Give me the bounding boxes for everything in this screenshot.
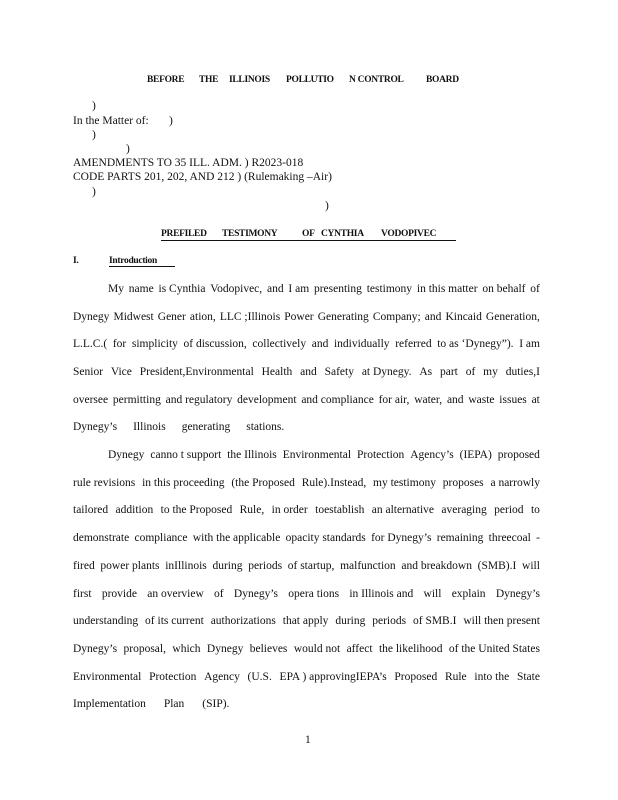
paragraph-word: of	[465, 366, 476, 378]
paragraph-word: of	[214, 588, 224, 600]
paragraph-word: tailored	[73, 504, 109, 516]
paragraph-line	[73, 394, 540, 406]
paragraph-line	[108, 283, 540, 295]
testimony-title-word: CYNTHIA	[321, 229, 364, 239]
board-title-word: ILLINOIS	[229, 75, 270, 85]
caption-in-the-matter: In the Matter of:	[73, 115, 149, 127]
paragraph-word: Health	[261, 366, 293, 378]
paragraph-line	[73, 338, 540, 350]
paragraph-word: in this proceeding	[142, 477, 225, 489]
paragraph-line	[73, 421, 540, 433]
paragraph-word: at	[531, 394, 540, 406]
paragraph-word: at Dynegy.	[361, 366, 412, 378]
paragraph-word: compliance	[134, 532, 188, 544]
paragraph-word: Dynegy	[108, 449, 145, 461]
paragraph-word: proposes	[442, 477, 484, 489]
paragraph-word: issues	[499, 394, 527, 406]
paragraph-word: and regulatory	[165, 394, 233, 406]
paragraph-word: (SMB).I	[477, 560, 517, 572]
paragraph-word: Vodopivec,	[210, 283, 263, 295]
paragraph-line	[73, 477, 540, 489]
paragraph-word: to	[530, 504, 540, 516]
paragraph-line	[73, 532, 540, 544]
paragraph-word: into the	[474, 671, 510, 683]
paragraph-word: Safety	[324, 366, 354, 378]
paragraph-word: duties,I	[505, 366, 540, 378]
paragraph-word: development	[237, 394, 297, 406]
caption-paren: )	[126, 143, 130, 155]
paragraph-word: oversee	[73, 394, 109, 406]
testimony-title-word: PREFILED	[161, 229, 207, 239]
paragraph-word: opacity standards	[285, 532, 366, 544]
caption-code-parts: CODE PARTS 201, 202, AND 212 ) (Rulemaking –Air)	[73, 171, 332, 183]
paragraph-word: Protection	[357, 449, 405, 461]
paragraph-line	[73, 311, 540, 323]
paragraph-word: is Cynthia	[158, 283, 206, 295]
paragraph-word: Plan	[163, 698, 185, 710]
paragraph-line	[73, 643, 540, 655]
paragraph-word: Dynegy’s	[233, 588, 279, 600]
paragraph-word: rule revisions	[73, 477, 136, 489]
paragraph-word: individually	[333, 338, 390, 350]
paragraph-word: malfunction	[340, 560, 396, 572]
paragraph-word: toestablish	[315, 504, 365, 516]
paragraph-word: threecoal	[488, 532, 531, 544]
caption-paren: )	[92, 186, 96, 198]
paragraph-word: and breakdown	[401, 560, 472, 572]
paragraph-word: (IEPA)	[459, 449, 492, 461]
paragraph-word: period	[494, 504, 524, 516]
paragraph-word: will then present	[463, 615, 540, 627]
paragraph-line	[73, 366, 540, 378]
paragraph-word: will	[423, 588, 442, 600]
paragraph-word: name	[128, 283, 154, 295]
paragraph-word: Protection	[149, 671, 197, 683]
paragraph-line	[73, 588, 540, 600]
testimony-title-word: OF	[302, 229, 315, 239]
paragraph-word: simplicity	[131, 338, 178, 350]
testimony-title-underline	[161, 240, 456, 241]
paragraph-word: for	[112, 338, 127, 350]
paragraph-word: which	[172, 643, 201, 655]
section-number: I.	[73, 256, 79, 266]
paragraph-word: fired	[73, 560, 95, 572]
paragraph-word: affect	[346, 643, 373, 655]
caption-amendments: AMENDMENTS TO 35 ILL. ADM. ) R2023-018	[73, 157, 304, 169]
paragraph-word: Environmental	[282, 449, 352, 461]
paragraph-line	[73, 504, 540, 516]
paragraph-word: the likelihood	[378, 643, 443, 655]
paragraph-word: proposal,	[123, 643, 166, 655]
paragraph-word: Vice	[110, 366, 132, 378]
paragraph-word: presenting	[313, 283, 362, 295]
paragraph-word: the Illinois	[227, 449, 277, 461]
testimony-title-word: VODOPIVEC	[381, 229, 437, 239]
paragraph-word: and compliance	[301, 394, 374, 406]
page-number: 1	[305, 734, 311, 746]
paragraph-word: understanding	[73, 615, 139, 627]
paragraph-word: during	[212, 560, 243, 572]
paragraph-word: of the United States	[448, 643, 540, 655]
paragraph-word: permitting	[112, 394, 161, 406]
paragraph-word: Generation,	[485, 311, 540, 323]
paragraph-word: Implementation	[73, 698, 146, 710]
paragraph-word: canno t support	[150, 449, 222, 461]
paragraph-word: referred	[395, 338, 432, 350]
paragraph-word: in this matter	[416, 283, 478, 295]
board-title-word: POLLUTIO	[286, 75, 334, 85]
paragraph-word: averaging	[441, 504, 487, 516]
caption-paren: )	[325, 200, 329, 212]
paragraph-word: an overview	[147, 588, 204, 600]
paragraph-word: authorizations	[210, 615, 276, 627]
paragraph-word: stations.	[246, 421, 285, 433]
paragraph-word: of SMB.I	[412, 615, 457, 627]
paragraph-word: EPA ) approvingIEPA’s	[279, 671, 387, 683]
paragraph-word: I am	[519, 338, 540, 350]
paragraph-word: generating	[181, 421, 231, 433]
paragraph-word: Company;	[372, 311, 421, 323]
paragraph-word: collectively	[252, 338, 307, 350]
paragraph-word: and	[424, 311, 442, 323]
board-title-word: BOARD	[426, 75, 459, 85]
paragraph-word: of its current	[145, 615, 204, 627]
paragraph-word: LLC ;Illinois	[219, 311, 281, 323]
paragraph-word: periods	[248, 560, 283, 572]
paragraph-word: -	[536, 532, 540, 544]
paragraph-word: water,	[414, 394, 443, 406]
paragraph-word: to as ‘Dynegy”).	[437, 338, 514, 350]
paragraph-line	[73, 698, 540, 710]
paragraph-line	[73, 560, 540, 572]
section-title-underline	[109, 266, 175, 267]
paragraph-word: (SIP).	[202, 698, 230, 710]
paragraph-word: in order	[271, 504, 308, 516]
paragraph-word: and	[311, 338, 329, 350]
paragraph-word: Generating	[317, 311, 369, 323]
paragraph-word: As	[419, 366, 433, 378]
paragraph-word: on behalf	[482, 283, 526, 295]
board-title-word: THE	[199, 75, 219, 85]
paragraph-word: Proposed	[394, 671, 438, 683]
paragraph-word: believes	[249, 643, 288, 655]
paragraph-word: (U.S.	[247, 671, 272, 683]
caption-paren: )	[169, 115, 173, 127]
paragraph-word: remaining	[436, 532, 484, 544]
board-title-word: BEFORE	[147, 75, 185, 85]
paragraph-word: to the Proposed	[160, 504, 233, 516]
board-title-word: N CONTROL	[349, 75, 404, 85]
paragraph-word: my	[483, 366, 498, 378]
paragraph-word: part	[440, 366, 458, 378]
paragraph-word: proposed	[497, 449, 540, 461]
paragraph-line	[73, 671, 540, 683]
paragraph-word: Rule	[444, 671, 467, 683]
paragraph-word: Senior	[73, 366, 104, 378]
paragraph-word: L.L.C.(	[73, 338, 108, 350]
paragraph-word: an alternative	[371, 504, 434, 516]
caption-paren: )	[92, 129, 96, 141]
paragraph-word: Power	[284, 311, 314, 323]
paragraph-word: State	[516, 671, 540, 683]
paragraph-word: Dynegy’s	[495, 588, 540, 600]
paragraph-word: would not	[293, 643, 341, 655]
paragraph-word: Dynegy’s	[73, 421, 118, 433]
paragraph-word: Midwest	[113, 311, 154, 323]
section-title: Introduction	[109, 256, 157, 266]
paragraph-word: addition	[115, 504, 154, 516]
paragraph-word: ation,	[189, 311, 216, 323]
paragraph-word: Illinois	[133, 421, 166, 433]
paragraph-word: periods	[372, 615, 407, 627]
paragraph-word: inIllinois	[165, 560, 207, 572]
paragraph-word: Dynegy’s	[73, 643, 118, 655]
paragraph-word: provide	[101, 588, 137, 600]
caption-paren: )	[92, 100, 96, 112]
paragraph-word: during	[335, 615, 366, 627]
paragraph-word: opera tions	[288, 588, 340, 600]
paragraph-word: in Illinois and	[349, 588, 414, 600]
paragraph-word: for Dynegy’s	[371, 532, 432, 544]
paragraph-line	[73, 615, 540, 627]
paragraph-word: Rule,	[239, 504, 265, 516]
paragraph-line	[108, 449, 540, 461]
paragraph-word: testimony	[366, 283, 413, 295]
paragraph-word: and	[300, 366, 317, 378]
paragraph-word: my testimony	[373, 477, 436, 489]
paragraph-word: will	[522, 560, 540, 572]
paragraph-word: Agency	[204, 671, 240, 683]
paragraph-word: Dynegy	[73, 311, 110, 323]
testimony-title-word: TESTIMONY	[222, 229, 278, 239]
paragraph-word: first	[73, 588, 92, 600]
paragraph-word: and	[446, 394, 464, 406]
paragraph-word: a narrowly	[490, 477, 540, 489]
paragraph-word: that apply	[282, 615, 329, 627]
paragraph-word: power plants	[100, 560, 160, 572]
paragraph-word: Agency’s	[410, 449, 454, 461]
paragraph-word: (the Proposed	[231, 477, 295, 489]
paragraph-word: My	[108, 283, 124, 295]
paragraph-word: with the applicable	[192, 532, 281, 544]
paragraph-word: of startup,	[287, 560, 335, 572]
paragraph-word: and	[266, 283, 284, 295]
paragraph-word: Dynegy	[206, 643, 244, 655]
paragraph-word: of discussion,	[183, 338, 247, 350]
paragraph-word: waste	[468, 394, 495, 406]
paragraph-word: I am	[288, 283, 310, 295]
paragraph-word: Gener	[157, 311, 186, 323]
paragraph-word: Rule).Instead,	[301, 477, 367, 489]
paragraph-word: for air,	[378, 394, 410, 406]
paragraph-word: of	[530, 283, 540, 295]
paragraph-word: Environmental	[73, 671, 142, 683]
paragraph-word: Kincaid	[445, 311, 482, 323]
paragraph-word: demonstrate	[73, 532, 130, 544]
paragraph-word: explain	[451, 588, 486, 600]
paragraph-word: President,Environmental	[139, 366, 254, 378]
